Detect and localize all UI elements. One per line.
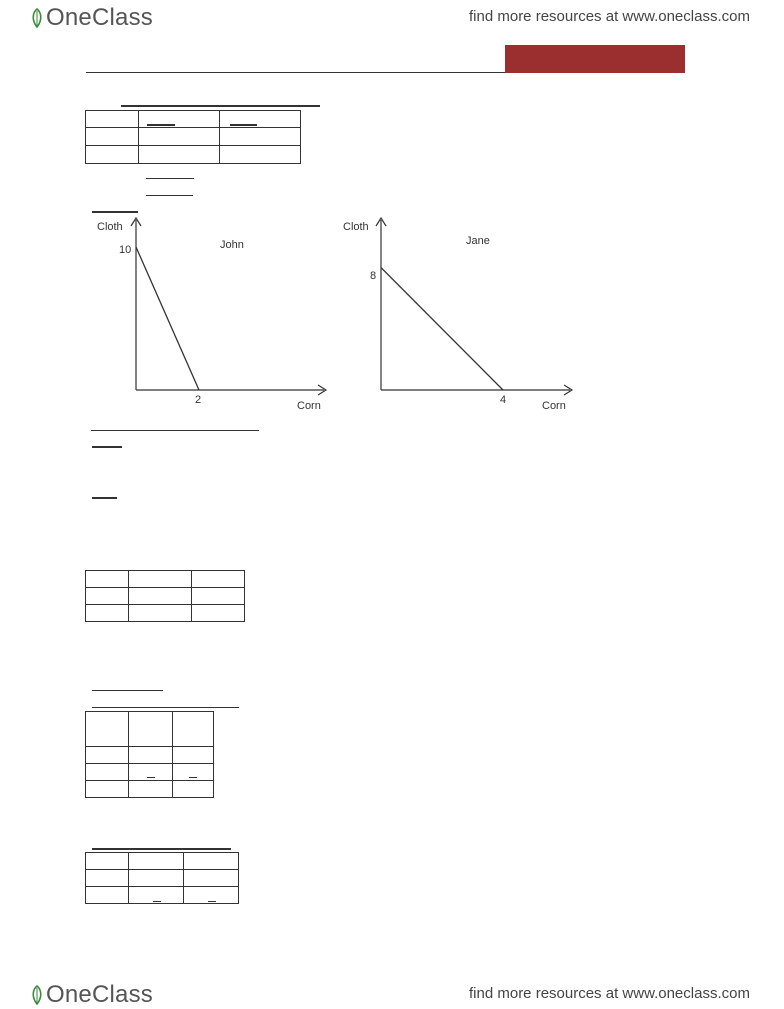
cell-underline	[189, 777, 197, 778]
brand-name: OneClass	[46, 4, 153, 31]
header-accent-bar	[505, 45, 685, 73]
table-row	[86, 764, 214, 781]
chart-title: John	[220, 239, 244, 251]
chart-jane	[343, 218, 572, 412]
footer-logo[interactable]	[30, 981, 153, 1009]
footer-tagline[interactable]: find more resources at www.oneclass.com	[469, 985, 750, 1002]
text-underline	[146, 195, 193, 196]
x-intercept-label: 2	[195, 394, 202, 406]
table-row	[86, 571, 245, 588]
table-row	[86, 712, 214, 747]
chart-title: Jane	[466, 235, 490, 247]
table-row	[86, 588, 245, 605]
section-heading-underline	[121, 105, 320, 107]
text-underline	[92, 446, 122, 448]
ppf-line-jane	[381, 268, 503, 390]
table-3	[85, 711, 214, 798]
table-row	[86, 146, 301, 164]
header-rule	[86, 72, 506, 73]
table-2	[85, 570, 245, 622]
y-intercept-label: 8	[370, 270, 377, 282]
header-tagline[interactable]: find more resources at www.oneclass.com	[469, 8, 750, 25]
header-logo[interactable]	[30, 4, 153, 32]
y-intercept-label: 10	[119, 244, 132, 256]
table-row	[86, 605, 245, 622]
table-row	[86, 870, 239, 887]
table-row	[86, 887, 239, 904]
header-underline	[230, 124, 257, 126]
ppf-charts	[86, 212, 586, 417]
text-underline	[92, 497, 117, 499]
header-underline	[147, 124, 175, 126]
text-underline	[92, 690, 163, 691]
leaf-icon	[30, 7, 44, 29]
y-axis-label: Cloth	[97, 221, 123, 233]
y-axis-label: Cloth	[343, 221, 369, 233]
chart-john	[97, 218, 326, 412]
table-4	[85, 852, 239, 904]
table-row	[86, 111, 301, 128]
cell-underline	[208, 901, 216, 902]
cell-underline	[147, 777, 155, 778]
text-underline	[146, 178, 194, 179]
ppf-line-john	[136, 247, 199, 390]
text-underline	[91, 430, 259, 431]
cell-underline	[153, 901, 161, 902]
table-row	[86, 781, 214, 798]
x-intercept-label: 4	[500, 394, 507, 406]
leaf-icon	[30, 984, 44, 1006]
table-row	[86, 128, 301, 146]
brand-name: OneClass	[46, 981, 153, 1008]
text-underline	[92, 707, 239, 708]
x-axis-label: Corn	[542, 400, 566, 412]
table-1	[85, 110, 301, 164]
table-row	[86, 747, 214, 764]
section-heading-underline	[92, 848, 231, 850]
table-row	[86, 853, 239, 870]
x-axis-label: Corn	[297, 400, 321, 412]
